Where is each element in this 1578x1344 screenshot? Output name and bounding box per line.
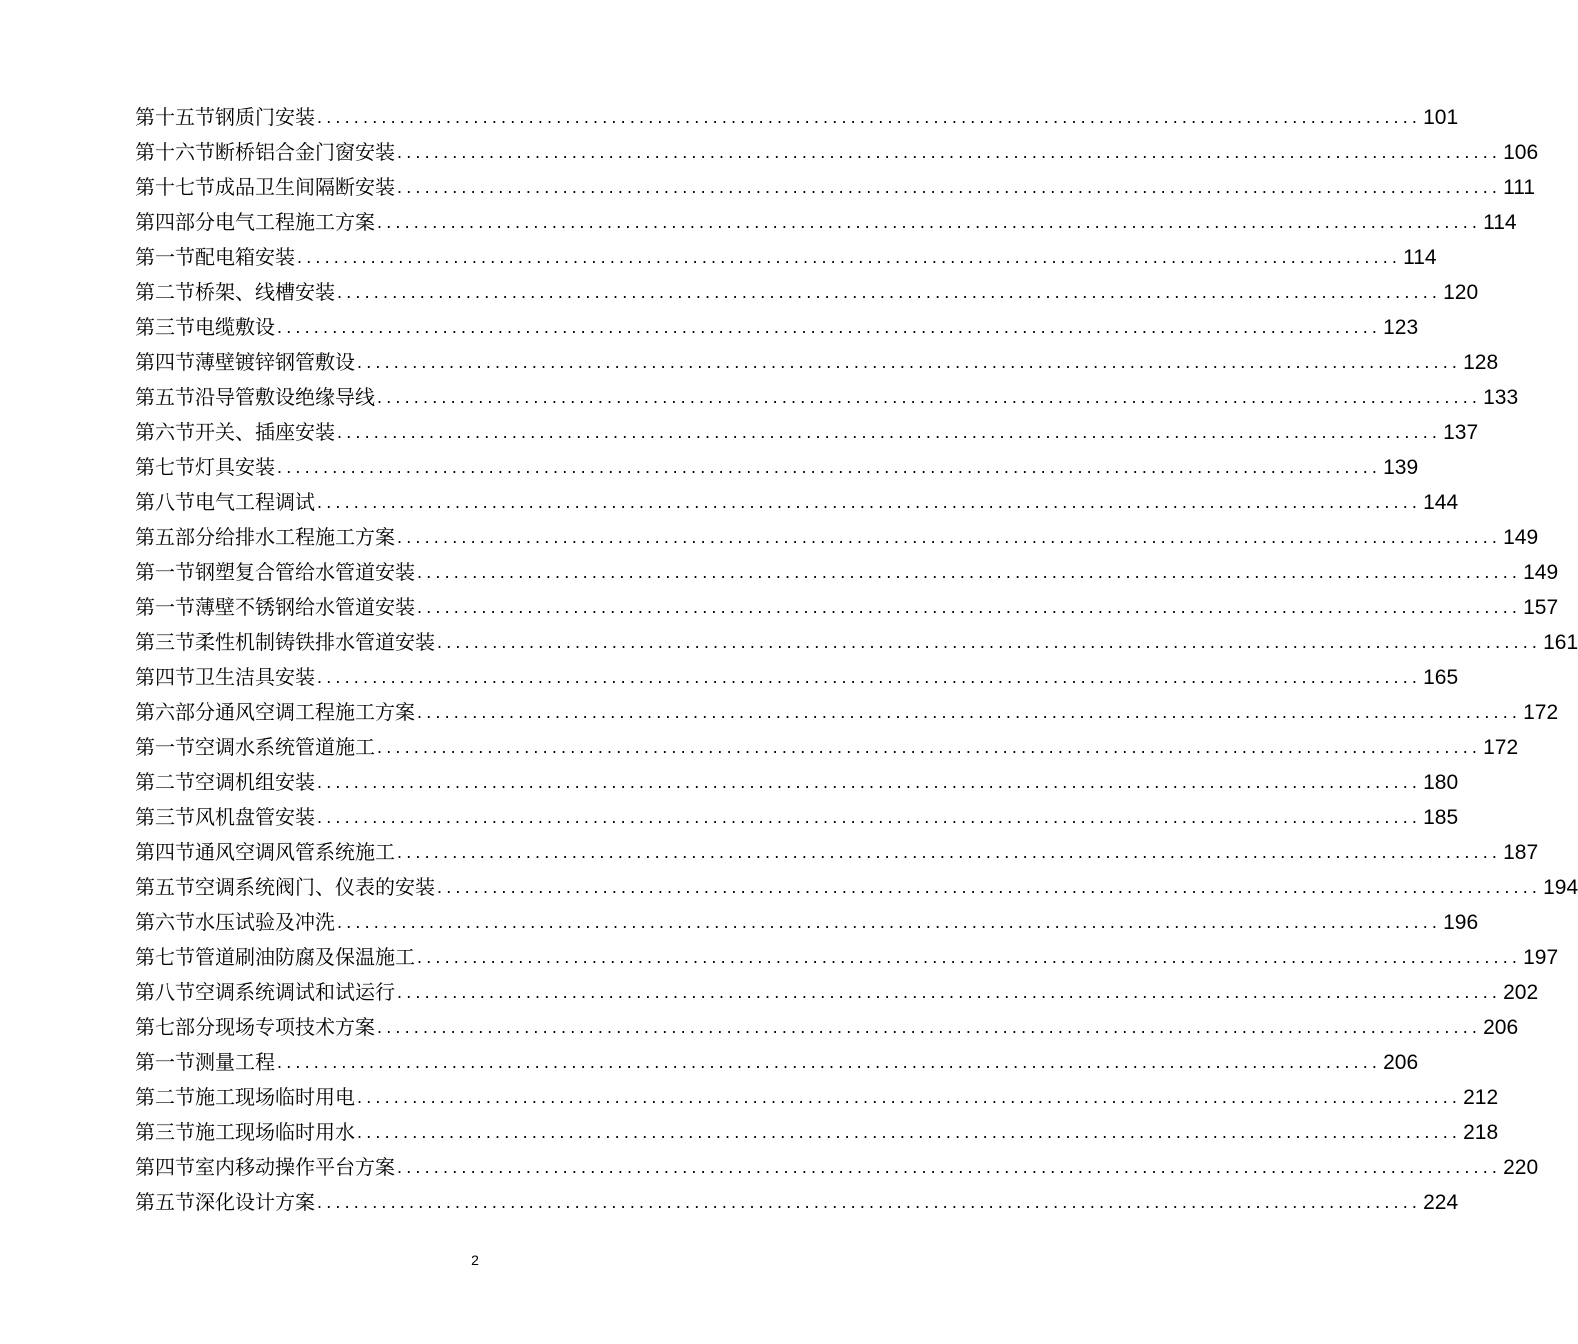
toc-entry-title: 第十五节钢质门安装 bbox=[135, 105, 315, 129]
toc-entry-page: 165 bbox=[1423, 666, 1459, 689]
toc-entry-page: 149 bbox=[1503, 526, 1539, 549]
toc-entry-page: 123 bbox=[1383, 316, 1419, 339]
toc-entry-page: 120 bbox=[1443, 281, 1479, 304]
toc-entry-page: 161 bbox=[1543, 631, 1578, 654]
toc-dot-leader: ........................................................................................................................ bbox=[317, 492, 1422, 512]
toc-entry-title: 第三节电缆敷设 bbox=[135, 315, 275, 339]
toc-entry-title: 第二节空调机组安装 bbox=[135, 770, 315, 794]
toc-dot-leader: ........................................................................................................................ bbox=[417, 947, 1522, 967]
toc-dot-leader: ........................................................................................................................ bbox=[397, 1157, 1502, 1177]
toc-dot-leader: ........................................................................................................................ bbox=[337, 422, 1442, 442]
toc-entry-page: 114 bbox=[1403, 246, 1437, 269]
toc-dot-leader: ........................................................................................................................ bbox=[277, 317, 1382, 337]
toc-entry[interactable] bbox=[135, 940, 1559, 975]
toc-dot-leader: ........................................................................................................................ bbox=[417, 702, 1522, 722]
toc-entry-page: 224 bbox=[1423, 1191, 1459, 1214]
toc-entry[interactable] bbox=[135, 975, 1539, 1010]
toc-dot-leader: ........................................................................................................................ bbox=[277, 1052, 1382, 1072]
toc-entry-page: 197 bbox=[1523, 946, 1559, 969]
toc-dot-leader: ........................................................................................................................ bbox=[337, 912, 1442, 932]
toc-entry-title: 第五部分给排水工程施工方案 bbox=[135, 525, 395, 549]
toc-entry-title: 第五节空调系统阀门、仪表的安装 bbox=[135, 875, 435, 899]
toc-entry-title: 第一节测量工程 bbox=[135, 1050, 275, 1074]
toc-entry-page: 137 bbox=[1443, 421, 1479, 444]
toc-entry[interactable] bbox=[135, 240, 1437, 275]
toc-entry-title: 第三节施工现场临时用水 bbox=[135, 1120, 355, 1144]
toc-entry[interactable] bbox=[135, 415, 1479, 450]
toc-dot-leader: ........................................................................................................................ bbox=[317, 667, 1422, 687]
toc-entry-page: 111 bbox=[1503, 176, 1536, 199]
toc-entry-title: 第八节空调系统调试和试运行 bbox=[135, 980, 395, 1004]
toc-entry[interactable] bbox=[135, 310, 1419, 345]
toc-entry-page: 133 bbox=[1483, 386, 1519, 409]
toc-entry-title: 第六节水压试验及冲洗 bbox=[135, 910, 335, 934]
toc-entry[interactable] bbox=[135, 1185, 1459, 1220]
toc-dot-leader: ........................................................................................................................ bbox=[437, 632, 1542, 652]
toc-entry[interactable] bbox=[135, 1045, 1419, 1080]
toc-dot-leader: ........................................................................................................................ bbox=[357, 352, 1462, 372]
toc-entry-title: 第一节钢塑复合管给水管道安装 bbox=[135, 560, 415, 584]
toc-entry-title: 第四节室内移动操作平台方案 bbox=[135, 1155, 395, 1179]
toc-entry-page: 157 bbox=[1523, 596, 1559, 619]
toc-entry[interactable] bbox=[135, 1080, 1499, 1115]
toc-entry-page: 206 bbox=[1483, 1016, 1519, 1039]
toc-entry[interactable] bbox=[135, 1150, 1539, 1185]
toc-entry-page: 128 bbox=[1463, 351, 1499, 374]
toc-entry-title: 第十六节断桥铝合金门窗安装 bbox=[135, 140, 395, 164]
toc-entry-title: 第五节沿导管敷设绝缘导线 bbox=[135, 385, 375, 409]
toc-entry-title: 第七节灯具安装 bbox=[135, 455, 275, 479]
toc-entry-page: 149 bbox=[1523, 561, 1559, 584]
toc-entry[interactable] bbox=[135, 870, 1578, 905]
toc-entry-title: 第四节薄壁镀锌钢管敷设 bbox=[135, 350, 355, 374]
toc-entry[interactable] bbox=[135, 170, 1536, 205]
toc-dot-leader: ........................................................................................................................ bbox=[357, 1122, 1462, 1142]
toc-dot-leader: ........................................................................................................................ bbox=[377, 737, 1482, 757]
toc-dot-leader: ........................................................................................................................ bbox=[377, 387, 1482, 407]
toc-dot-leader: ........................................................................................................................ bbox=[297, 247, 1402, 267]
toc-entry[interactable] bbox=[135, 905, 1479, 940]
toc-entry[interactable] bbox=[135, 485, 1459, 520]
toc-dot-leader: ........................................................................................................................ bbox=[317, 807, 1422, 827]
toc-entry[interactable] bbox=[135, 800, 1459, 835]
toc-entry-page: 106 bbox=[1503, 141, 1539, 164]
toc-entry-title: 第七部分现场专项技术方案 bbox=[135, 1015, 375, 1039]
toc-entry[interactable] bbox=[135, 660, 1459, 695]
toc-entry[interactable] bbox=[135, 520, 1539, 555]
toc-entry-page: 196 bbox=[1443, 911, 1479, 934]
toc-entry-title: 第三节风机盘管安装 bbox=[135, 805, 315, 829]
toc-entry-page: 114 bbox=[1483, 211, 1517, 234]
toc-entry-title: 第十七节成品卫生间隔断安装 bbox=[135, 175, 395, 199]
toc-entry-page: 172 bbox=[1483, 736, 1519, 759]
toc-entry-page: 172 bbox=[1523, 701, 1559, 724]
toc-entry-page: 220 bbox=[1503, 1156, 1539, 1179]
toc-dot-leader: ........................................................................................................................ bbox=[337, 282, 1442, 302]
toc-entry-title: 第一节空调水系统管道施工 bbox=[135, 735, 375, 759]
toc-dot-leader: ........................................................................................................................ bbox=[357, 1087, 1462, 1107]
toc-dot-leader: ........................................................................................................................ bbox=[397, 842, 1502, 862]
toc-dot-leader: ........................................................................................................................ bbox=[317, 107, 1422, 127]
toc-entry[interactable] bbox=[135, 1010, 1519, 1045]
toc-entry[interactable] bbox=[135, 1115, 1499, 1150]
page-number: 2 bbox=[471, 1252, 479, 1268]
toc-entry[interactable] bbox=[135, 765, 1459, 800]
toc-dot-leader: ........................................................................................................................ bbox=[397, 527, 1502, 547]
toc-entry-title: 第八节电气工程调试 bbox=[135, 490, 315, 514]
toc-entry-page: 144 bbox=[1423, 491, 1459, 514]
toc-entry-title: 第一节配电箱安装 bbox=[135, 245, 295, 269]
toc-dot-leader: ........................................................................................................................ bbox=[417, 562, 1522, 582]
toc-entry-page: 139 bbox=[1383, 456, 1419, 479]
toc-entry[interactable] bbox=[135, 625, 1578, 660]
toc-dot-leader: ........................................................................................................................ bbox=[317, 772, 1422, 792]
toc-entry-title: 第一节薄壁不锈钢给水管道安装 bbox=[135, 595, 415, 619]
toc-entry[interactable] bbox=[135, 590, 1559, 625]
toc-entry[interactable] bbox=[135, 835, 1539, 870]
toc-dot-leader: ........................................................................................................................ bbox=[277, 457, 1382, 477]
toc-entry-title: 第二节施工现场临时用电 bbox=[135, 1085, 355, 1109]
toc-entry[interactable] bbox=[135, 380, 1519, 415]
toc-entry-title: 第四部分电气工程施工方案 bbox=[135, 210, 375, 234]
toc-entry[interactable] bbox=[135, 205, 1517, 240]
toc-entry-page: 202 bbox=[1503, 981, 1539, 1004]
toc-entry[interactable] bbox=[135, 100, 1459, 135]
toc-entry-title: 第七节管道刷油防腐及保温施工 bbox=[135, 945, 415, 969]
toc-entry-title: 第四节通风空调风管系统施工 bbox=[135, 840, 395, 864]
toc-entry-page: 101 bbox=[1423, 106, 1459, 129]
toc-dot-leader: ........................................................................................................................ bbox=[417, 597, 1522, 617]
toc-entry[interactable] bbox=[135, 695, 1559, 730]
toc-dot-leader: ........................................................................................................................ bbox=[377, 1017, 1482, 1037]
toc-entry-page: 194 bbox=[1543, 876, 1578, 899]
toc-entry-page: 185 bbox=[1423, 806, 1459, 829]
toc-entry[interactable] bbox=[135, 730, 1519, 765]
toc-entry-page: 187 bbox=[1503, 841, 1539, 864]
toc-dot-leader: ........................................................................................................................ bbox=[397, 177, 1502, 197]
toc-entry-title: 第四节卫生洁具安装 bbox=[135, 665, 315, 689]
toc-entry[interactable] bbox=[135, 555, 1559, 590]
toc-dot-leader: ........................................................................................................................ bbox=[397, 982, 1502, 1002]
toc-entry-title: 第三节柔性机制铸铁排水管道安装 bbox=[135, 630, 435, 654]
toc-dot-leader: ........................................................................................................................ bbox=[377, 212, 1482, 232]
toc-dot-leader: ........................................................................................................................ bbox=[397, 142, 1502, 162]
toc-entry-title: 第五节深化设计方案 bbox=[135, 1190, 315, 1214]
toc-entry-title: 第六节开关、插座安装 bbox=[135, 420, 335, 444]
toc-entry-page: 218 bbox=[1463, 1121, 1499, 1144]
toc-entry[interactable] bbox=[135, 275, 1479, 310]
toc-entry[interactable] bbox=[135, 135, 1539, 170]
toc-entry[interactable] bbox=[135, 345, 1499, 380]
toc-entry-page: 206 bbox=[1383, 1051, 1419, 1074]
toc-entry-title: 第六部分通风空调工程施工方案 bbox=[135, 700, 415, 724]
toc-entry-page: 212 bbox=[1463, 1086, 1499, 1109]
toc-entry-page: 180 bbox=[1423, 771, 1459, 794]
toc-entry[interactable] bbox=[135, 450, 1419, 485]
toc-dot-leader: ........................................................................................................................ bbox=[437, 877, 1542, 897]
table-of-contents bbox=[135, 100, 1578, 1220]
toc-dot-leader: ........................................................................................................................ bbox=[317, 1192, 1422, 1212]
toc-entry-title: 第二节桥架、线槽安装 bbox=[135, 280, 335, 304]
